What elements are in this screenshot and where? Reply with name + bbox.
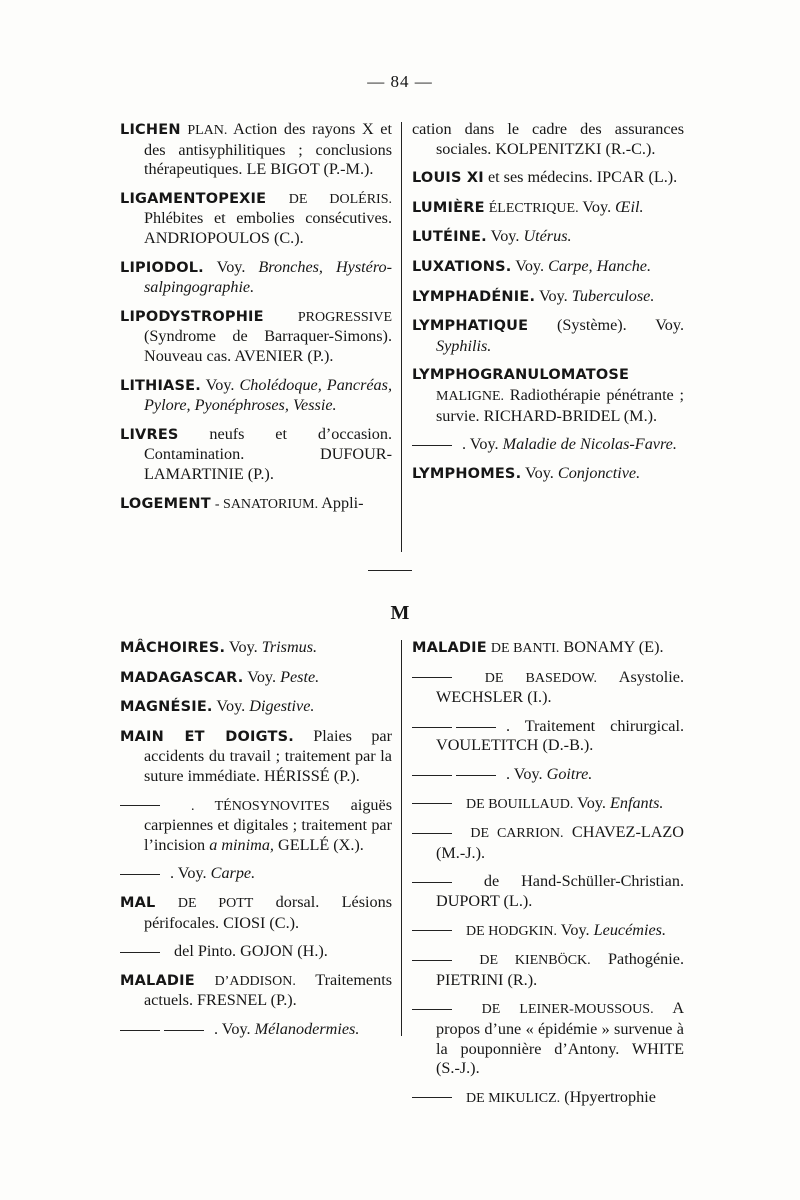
entry-qualifier: DE BOUILLAUD. (466, 796, 574, 812)
entry-text: A propos d’une « épidémie » survenue à la pouponnière d’Antony. WHITE (S.-J.). (436, 999, 685, 1078)
entry-qualifier: MALIGNE. (436, 388, 505, 404)
index-entry (412, 872, 684, 911)
entry-reference: Utérus. (523, 227, 572, 246)
entry-text: Voy. (225, 638, 262, 656)
ditto-dash (412, 775, 452, 776)
entry-text: Voy. (200, 375, 240, 394)
entry-qualifier: DE CARRION. (470, 826, 564, 842)
index-entry (412, 316, 684, 356)
entry-reference: Œil. (615, 197, 644, 216)
ditto-dash (412, 1097, 452, 1098)
entry-heading: LIGAMENTOPEXIE (120, 190, 267, 207)
ditto-dash (456, 727, 496, 728)
ditto-dash (120, 1030, 160, 1031)
entry-text: Asystolie. WECHSLER (I.). (436, 667, 684, 707)
index-entry (120, 942, 392, 962)
index-entry (412, 435, 684, 455)
index-entry (120, 697, 392, 718)
index-column-bottom-right (412, 638, 684, 1117)
ditto-dash (412, 960, 452, 961)
entry-reference: a minima, (209, 835, 274, 854)
index-entry (412, 464, 684, 485)
entry-text: Voy. (486, 227, 524, 246)
entry-qualifier: DE DOLÉRIS. (288, 191, 392, 207)
entry-qualifier: DE KIENBÖCK. (479, 953, 591, 969)
entry-reference: Trismus. (261, 638, 318, 656)
column-divider-top (401, 122, 402, 552)
ditto-dash (412, 677, 452, 678)
ditto-dash (412, 803, 452, 804)
entry-text: dorsal. Lésions périfocales. CIOSI (C.). (144, 892, 392, 932)
entry-heading: MALADIE (120, 972, 195, 989)
entry-reference: Tuberculose. (571, 286, 655, 305)
page-number: — 84 — (367, 72, 433, 91)
index-entry (120, 120, 392, 180)
index-column-top-right (412, 120, 684, 493)
index-entry (412, 120, 684, 159)
entry-text: CHAVEZ-LAZO (M.-J.). (436, 823, 684, 862)
entry-reference: Bronches, Hystéro-salpingographie. (144, 257, 393, 297)
entry-text: Voy. (578, 197, 616, 216)
entry-heading: LYMPHADÉNIE. (412, 288, 536, 305)
entry-qualifier: DE LEINER-MOUSSOUS. (481, 1002, 654, 1018)
entry-text: Voy. (212, 697, 250, 716)
index-entry (412, 921, 684, 942)
entry-reference: Maladie de Nicolas-Favre. (502, 435, 677, 454)
ditto-dash (412, 930, 452, 931)
entry-text: Radiothérapie pénétrante ; survie. RICHARD-BRIDEL (M.). (436, 385, 684, 425)
index-entry (412, 198, 684, 219)
entry-text: de Hand-Schüller-Christian. DUPORT (L.). (436, 872, 684, 910)
ditto-dash (456, 775, 496, 776)
section-letter: M (390, 602, 410, 624)
entry-qualifier: DE HODGKIN. (466, 923, 558, 939)
entry-text: . Voy. (170, 864, 211, 883)
entry-text: Phlébites et embolies consécutives. ANDRIOPOULOS (C.). (144, 209, 392, 247)
entry-qualifier: DE POTT (177, 895, 254, 911)
index-entry (412, 1088, 684, 1109)
ditto-dash (412, 1009, 452, 1010)
entry-text: Voy. (557, 920, 594, 939)
entry-heading: MADAGASCAR. (120, 669, 244, 686)
index-column-bottom-left (120, 638, 392, 1049)
ditto-dash (120, 952, 160, 953)
index-entry (412, 950, 684, 990)
entry-text: Appli- (318, 493, 364, 512)
index-entry (120, 376, 392, 416)
entry-reference: Peste. (280, 667, 320, 686)
entry-heading: MALADIE (412, 640, 487, 656)
entry-text: Plaies par accidents du travail ; traitement par la suture immédiate. HÉRISSÉ (P.). (144, 726, 392, 785)
ditto-dash (120, 805, 160, 806)
entry-text: Voy. (511, 256, 549, 275)
entry-heading: LITHIASE. (120, 377, 201, 394)
entry-text: . Traitement chirurgical. VOULETITCH (D.-B.). (436, 716, 684, 755)
entry-reference: Syphilis. (436, 336, 492, 355)
entry-reference: Mélanodermies. (254, 1019, 360, 1038)
section-rule (368, 570, 412, 571)
index-entry (120, 893, 392, 933)
entry-text: Voy. (203, 257, 259, 276)
entry-qualifier: - SANATORIUM. (214, 496, 319, 512)
ditto-dash (412, 833, 452, 834)
ditto-dash (412, 727, 452, 728)
entry-text: (Hpyertrophie (560, 1087, 656, 1106)
entry-text: (Système). Voy. (528, 316, 684, 335)
entry-heading: LYMPHOGRANULOMATOSE (412, 367, 630, 384)
column-divider-bottom (401, 640, 402, 1036)
entry-heading: LUTÉINE. (412, 229, 487, 246)
entry-text: neufs et d’occasion. Contamination. DUFOUR-LAMARTINIE (P.). (144, 424, 392, 483)
entry-qualifier: DE BASEDOW. (484, 670, 597, 686)
index-entry (120, 307, 392, 367)
entry-text: aiguës carpiennes et digitales ; traitement par l’incision (144, 795, 392, 854)
entry-text: et ses médecins. IPCAR (L.). (483, 168, 678, 187)
index-entry (412, 717, 684, 756)
index-entry (120, 796, 392, 856)
index-entry (120, 638, 392, 659)
index-entry (412, 794, 684, 815)
entry-heading: MAGNÉSIE. (120, 699, 213, 716)
entry-heading: MÂCHOIRES. (120, 640, 226, 656)
ditto-dash (412, 445, 452, 446)
entry-text: BONAMY (E). (559, 638, 664, 656)
entry-reference: Digestive. (249, 697, 315, 716)
entry-heading: LUXATIONS. (412, 258, 512, 275)
entry-text: . Voy. (214, 1019, 255, 1038)
entry-qualifier: D’ADDISON. (214, 973, 296, 989)
index-column-top-left (120, 120, 392, 523)
entry-heading: LIVRES (120, 426, 179, 443)
index-entry (120, 1020, 392, 1040)
entry-qualifier: PLAN. (187, 123, 228, 138)
ditto-dash (412, 882, 452, 883)
entry-heading: LYMPHATIQUE (412, 318, 529, 335)
entry-text: Action des rayons X et des antisyphilitiques ; conclusions thérapeutiques. LE BIGOT (P.-M.). (144, 120, 392, 179)
entry-qualifier: ÉLECTRIQUE. (488, 200, 579, 216)
index-entry (412, 365, 684, 426)
index-entry (412, 638, 684, 659)
index-entry (412, 227, 684, 248)
entry-text: Traitements actuels. FRESNEL (P.). (144, 970, 392, 1010)
index-entry (120, 971, 392, 1011)
index-entry (120, 189, 392, 249)
entry-heading: LICHEN (120, 122, 181, 138)
entry-heading: LOUIS XI (412, 170, 484, 187)
entry-reference: Carpe. (210, 864, 256, 883)
index-entry (120, 864, 392, 884)
entry-reference: Goitre. (546, 764, 593, 783)
entry-reference: Carpe, Hanche. (548, 256, 652, 275)
entry-qualifier: DE BANTI. (490, 641, 560, 656)
entry-heading: LIPIODOL. (120, 259, 204, 276)
entry-heading: LYMPHOMES. (412, 465, 522, 482)
ditto-dash (120, 874, 160, 875)
entry-heading: MAIN ET DOIGTS. (120, 728, 294, 745)
entry-qualifier: DE MIKULICZ. (466, 1090, 561, 1106)
entry-heading: LIPODYSTROPHIE (120, 308, 264, 325)
entry-reference: Conjonctive. (557, 463, 641, 482)
entry-qualifier: . TÉNOSYNOVITES (190, 798, 330, 814)
index-entry (412, 287, 684, 308)
entry-heading: MAL (120, 894, 156, 911)
entry-reference: Enfants. (609, 793, 664, 812)
ditto-dash (164, 1030, 204, 1031)
index-entry (120, 258, 392, 298)
entry-text: Voy. (573, 793, 610, 812)
index-entry (412, 168, 684, 189)
index-entry (120, 668, 392, 689)
entry-text: Pathogénie. PIETRINI (R.). (436, 950, 684, 989)
index-entry (412, 668, 684, 708)
entry-qualifier: PROGRESSIVE (297, 309, 392, 325)
entry-reference: Cholédoque, Pancréas, Pylore, Pyonéphroses, Vessie. (144, 375, 392, 415)
entry-text: (Syndrome de Barraquer-Simons). Nouveau cas. AVENIER (P.). (144, 327, 392, 365)
index-entry (120, 494, 392, 515)
entry-text: cation dans le cadre des assurances sociales. KOLPENITZKI (R.-C.). (412, 120, 684, 158)
index-entry (412, 765, 684, 785)
entry-text: . Voy. (462, 435, 503, 454)
entry-text: Voy. (243, 667, 281, 686)
entry-text: Voy. (535, 286, 572, 305)
entry-heading: LUMIÈRE (412, 199, 485, 216)
entry-author: GELLÉ (X.). (273, 835, 364, 854)
index-entry (412, 257, 684, 278)
entry-reference: Leucémies. (593, 920, 667, 939)
entry-heading: LOGEMENT (120, 495, 211, 512)
entry-text: del Pinto. GOJON (H.). (170, 942, 328, 961)
entry-text: . Voy. (506, 764, 547, 783)
index-entry (412, 823, 684, 863)
index-entry (412, 999, 684, 1078)
index-entry (120, 425, 392, 485)
entry-text: Voy. (521, 463, 558, 482)
index-entry (120, 727, 392, 787)
